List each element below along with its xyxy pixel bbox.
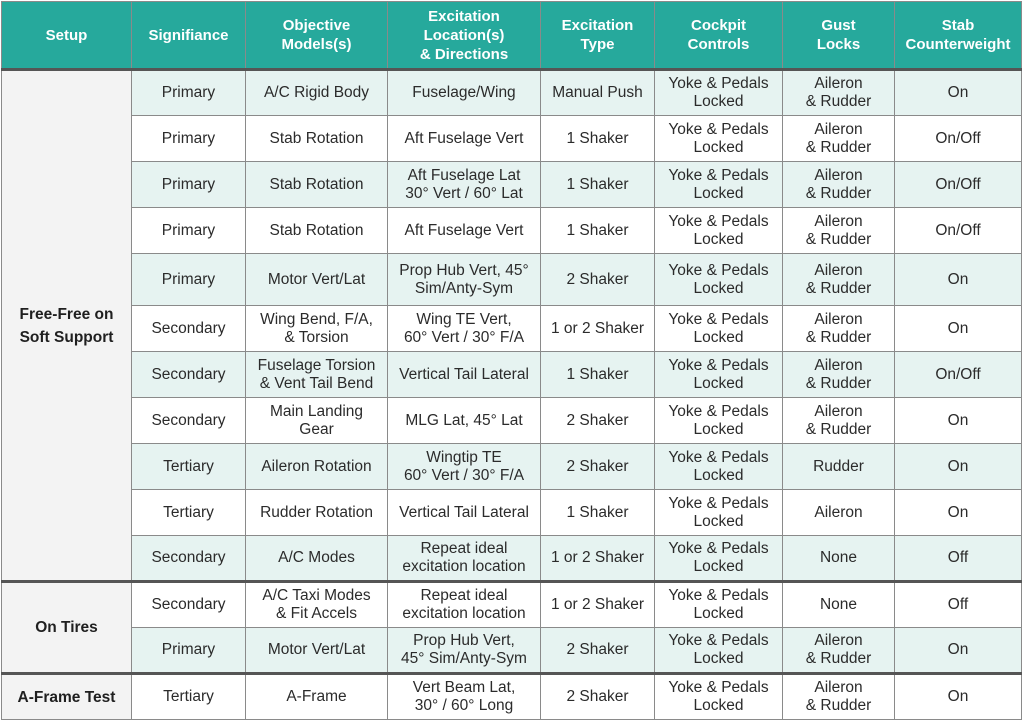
cockpit-controls-cell: Yoke & Pedals Locked — [655, 628, 783, 674]
significance-cell: Secondary — [132, 582, 246, 628]
stab-counterweight-cell: On/Off — [895, 352, 1022, 398]
header-excitation-location: Excitation Location(s) & Directions — [388, 2, 541, 70]
table-row — [2, 254, 1022, 306]
table-row — [2, 628, 1022, 674]
setup-cell: Free-Free on Soft Support — [2, 70, 132, 582]
excitation-location-cell: MLG Lat, 45° Lat — [388, 398, 541, 444]
table-row — [2, 582, 1022, 628]
table-row — [2, 306, 1022, 352]
cockpit-controls-cell: Yoke & Pedals Locked — [655, 254, 783, 306]
cockpit-controls-cell: Yoke & Pedals Locked — [655, 70, 783, 116]
gust-locks-cell: None — [783, 582, 895, 628]
setup-cell: A-Frame Test — [2, 674, 132, 720]
gust-locks-cell: Aileron & Rudder — [783, 162, 895, 208]
objective-model-cell: Stab Rotation — [246, 162, 388, 208]
excitation-location-cell: Wing TE Vert, 60° Vert / 30° F/A — [388, 306, 541, 352]
stab-counterweight-cell: On — [895, 70, 1022, 116]
gust-locks-cell: Aileron — [783, 490, 895, 536]
excitation-type-cell: 2 Shaker — [541, 398, 655, 444]
excitation-type-cell: 1 Shaker — [541, 352, 655, 398]
cockpit-controls-cell: Yoke & Pedals Locked — [655, 208, 783, 254]
excitation-location-cell: Prop Hub Vert, 45° Sim/Anty-Sym — [388, 254, 541, 306]
header-objective-models: Objective Models(s) — [246, 2, 388, 70]
significance-cell: Primary — [132, 628, 246, 674]
objective-model-cell: Rudder Rotation — [246, 490, 388, 536]
excitation-location-cell: Prop Hub Vert, 45° Sim/Anty-Sym — [388, 628, 541, 674]
excitation-type-cell: 1 Shaker — [541, 208, 655, 254]
cockpit-controls-cell: Yoke & Pedals Locked — [655, 674, 783, 720]
excitation-type-cell: 1 or 2 Shaker — [541, 536, 655, 582]
header-gust-locks: Gust Locks — [783, 2, 895, 70]
gust-locks-cell: Aileron & Rudder — [783, 306, 895, 352]
objective-model-cell: Main Landing Gear — [246, 398, 388, 444]
header-row — [2, 2, 1022, 70]
objective-model-cell: A-Frame — [246, 674, 388, 720]
test-setup-table — [1, 1, 1022, 720]
cockpit-controls-cell: Yoke & Pedals Locked — [655, 398, 783, 444]
cockpit-controls-cell: Yoke & Pedals Locked — [655, 352, 783, 398]
header-excitation-type: Excitation Type — [541, 2, 655, 70]
excitation-type-cell: 2 Shaker — [541, 444, 655, 490]
gust-locks-cell: Rudder — [783, 444, 895, 490]
stab-counterweight-cell: Off — [895, 536, 1022, 582]
cockpit-controls-cell: Yoke & Pedals Locked — [655, 306, 783, 352]
excitation-type-cell: 1 or 2 Shaker — [541, 306, 655, 352]
significance-cell: Secondary — [132, 306, 246, 352]
objective-model-cell: Stab Rotation — [246, 116, 388, 162]
stab-counterweight-cell: Off — [895, 582, 1022, 628]
stab-counterweight-cell: On/Off — [895, 208, 1022, 254]
table-row — [2, 116, 1022, 162]
significance-cell: Primary — [132, 208, 246, 254]
significance-cell: Secondary — [132, 398, 246, 444]
header-stab-counterweight: Stab Counterweight — [895, 2, 1022, 70]
gust-locks-cell: Aileron & Rudder — [783, 254, 895, 306]
excitation-location-cell: Repeat ideal excitation location — [388, 582, 541, 628]
stab-counterweight-cell: On — [895, 306, 1022, 352]
significance-cell: Tertiary — [132, 444, 246, 490]
objective-model-cell: A/C Rigid Body — [246, 70, 388, 116]
significance-cell: Primary — [132, 162, 246, 208]
objective-model-cell: A/C Modes — [246, 536, 388, 582]
header-significance: Signifiance — [132, 2, 246, 70]
stab-counterweight-cell: On — [895, 398, 1022, 444]
excitation-location-cell: Aft Fuselage Vert — [388, 208, 541, 254]
gust-locks-cell: Aileron & Rudder — [783, 70, 895, 116]
table-row — [2, 490, 1022, 536]
excitation-location-cell: Wingtip TE 60° Vert / 30° F/A — [388, 444, 541, 490]
table-row — [2, 162, 1022, 208]
significance-cell: Tertiary — [132, 674, 246, 720]
objective-model-cell: Motor Vert/Lat — [246, 254, 388, 306]
significance-cell: Primary — [132, 116, 246, 162]
gust-locks-cell: Aileron & Rudder — [783, 628, 895, 674]
excitation-type-cell: 1 or 2 Shaker — [541, 582, 655, 628]
cockpit-controls-cell: Yoke & Pedals Locked — [655, 162, 783, 208]
excitation-type-cell: 2 Shaker — [541, 254, 655, 306]
stab-counterweight-cell: On — [895, 254, 1022, 306]
stab-counterweight-cell: On — [895, 444, 1022, 490]
excitation-location-cell: Vert Beam Lat, 30° / 60° Long — [388, 674, 541, 720]
stab-counterweight-cell: On/Off — [895, 116, 1022, 162]
excitation-location-cell: Fuselage/Wing — [388, 70, 541, 116]
objective-model-cell: Motor Vert/Lat — [246, 628, 388, 674]
cockpit-controls-cell: Yoke & Pedals Locked — [655, 582, 783, 628]
objective-model-cell: Wing Bend, F/A, & Torsion — [246, 306, 388, 352]
cockpit-controls-cell: Yoke & Pedals Locked — [655, 116, 783, 162]
table-row — [2, 674, 1022, 720]
table-row — [2, 352, 1022, 398]
objective-model-cell: Fuselage Torsion & Vent Tail Bend — [246, 352, 388, 398]
significance-cell: Primary — [132, 254, 246, 306]
gust-locks-cell: Aileron & Rudder — [783, 352, 895, 398]
objective-model-cell: Stab Rotation — [246, 208, 388, 254]
stab-counterweight-cell: On — [895, 674, 1022, 720]
table-body — [2, 70, 1022, 720]
significance-cell: Secondary — [132, 352, 246, 398]
objective-model-cell: A/C Taxi Modes & Fit Accels — [246, 582, 388, 628]
table-row — [2, 444, 1022, 490]
excitation-type-cell: Manual Push — [541, 70, 655, 116]
excitation-type-cell: 1 Shaker — [541, 490, 655, 536]
cockpit-controls-cell: Yoke & Pedals Locked — [655, 444, 783, 490]
excitation-type-cell: 1 Shaker — [541, 116, 655, 162]
gust-locks-cell: Aileron & Rudder — [783, 398, 895, 444]
stab-counterweight-cell: On/Off — [895, 162, 1022, 208]
cockpit-controls-cell: Yoke & Pedals Locked — [655, 490, 783, 536]
significance-cell: Secondary — [132, 536, 246, 582]
excitation-location-cell: Aft Fuselage Lat 30° Vert / 60° Lat — [388, 162, 541, 208]
table-row — [2, 70, 1022, 116]
gust-locks-cell: None — [783, 536, 895, 582]
stab-counterweight-cell: On — [895, 628, 1022, 674]
gust-locks-cell: Aileron & Rudder — [783, 116, 895, 162]
excitation-location-cell: Repeat ideal excitation location — [388, 536, 541, 582]
excitation-location-cell: Vertical Tail Lateral — [388, 490, 541, 536]
table-row — [2, 208, 1022, 254]
gust-locks-cell: Aileron & Rudder — [783, 208, 895, 254]
table-row — [2, 398, 1022, 444]
table-row — [2, 536, 1022, 582]
header-setup: Setup — [2, 2, 132, 70]
cockpit-controls-cell: Yoke & Pedals Locked — [655, 536, 783, 582]
excitation-type-cell: 1 Shaker — [541, 162, 655, 208]
objective-model-cell: Aileron Rotation — [246, 444, 388, 490]
excitation-location-cell: Vertical Tail Lateral — [388, 352, 541, 398]
gust-locks-cell: Aileron & Rudder — [783, 674, 895, 720]
header-cockpit-controls: Cockpit Controls — [655, 2, 783, 70]
setup-cell: On Tires — [2, 582, 132, 674]
excitation-location-cell: Aft Fuselage Vert — [388, 116, 541, 162]
significance-cell: Tertiary — [132, 490, 246, 536]
significance-cell: Primary — [132, 70, 246, 116]
stab-counterweight-cell: On — [895, 490, 1022, 536]
excitation-type-cell: 2 Shaker — [541, 628, 655, 674]
excitation-type-cell: 2 Shaker — [541, 674, 655, 720]
